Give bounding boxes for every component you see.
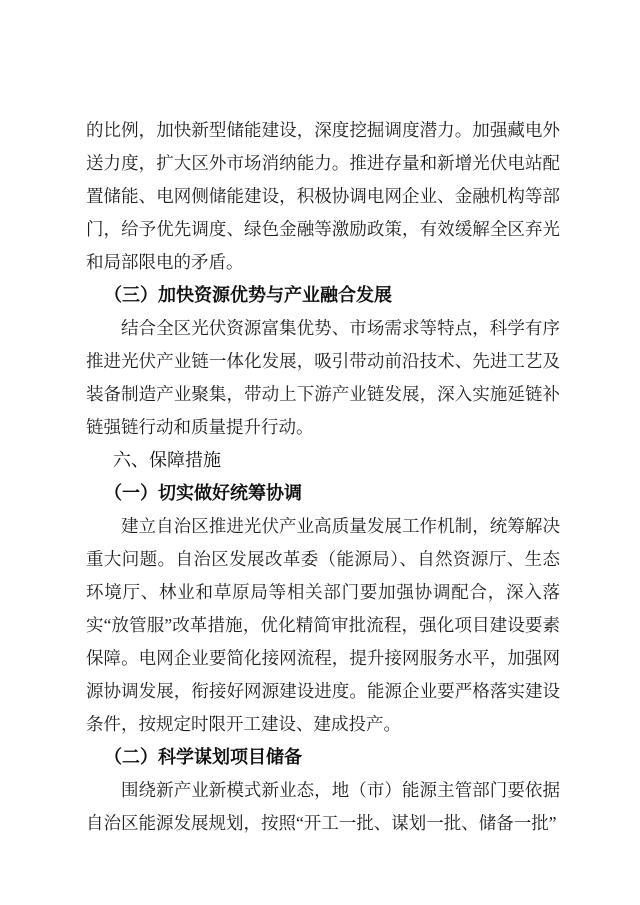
subsection-heading-project-reserve: （二）科学谋划项目储备 [104,747,302,767]
subsection-heading-overall-coordination: （一）切实做好统筹协调 [104,483,302,503]
paragraph-continuation-storage-policy: 的比例，加快新型储能建设，深度挖掘调度潜力。加强藏电外送力度，扩大区外市场消纳能力。推进存量和新增光伏电站配置储能、电网侧储能建设，积极协调电网企业、金融机构等部门，给予优先调度、绿色金融等激励政策，有效缓解全区弃光和局部限电的矛盾。 [86,120,560,272]
document-body [86,114,560,840]
section-heading-resource-industry-fusion: （三）加快资源优势与产业融合发展 [104,285,392,305]
chapter-heading-safeguard-measures: 六、保障措施 [113,450,221,470]
paragraph-coordination-mechanism: 建立自治区推进光伏产业高质量发展工作机制，统筹解决重大问题。自治区发展改革委（能源局）、自然资源厅、生态环境厅、林业和草原局等相关部门要加强协调配合，深入落实“放管服”改革措施，优化精简审批流程，强化项目建设要素保障。电网企业要简化接网流程，提升接网服务水平，加强网源协调发展，衔接好网源建设进度。能源企业要严格落实建设条件，按规定时限开工建设、建成投产。 [86,516,560,734]
paragraph-pv-industry-chain: 结合全区光伏资源富集优势、市场需求等特点，科学有序推进光伏产业链一体化发展，吸引带动前沿技术、先进工艺及装备制造产业聚集，带动上下游产业链发展，深入实施延链补链强链行动和质量提升行动。 [86,318,560,437]
paragraph-project-reserve-planning: 围绕新产业新模式新业态，地（市）能源主管部门要依据自治区能源发展规划，按照“开工一批、谋划一批、储备一批” [86,780,560,833]
